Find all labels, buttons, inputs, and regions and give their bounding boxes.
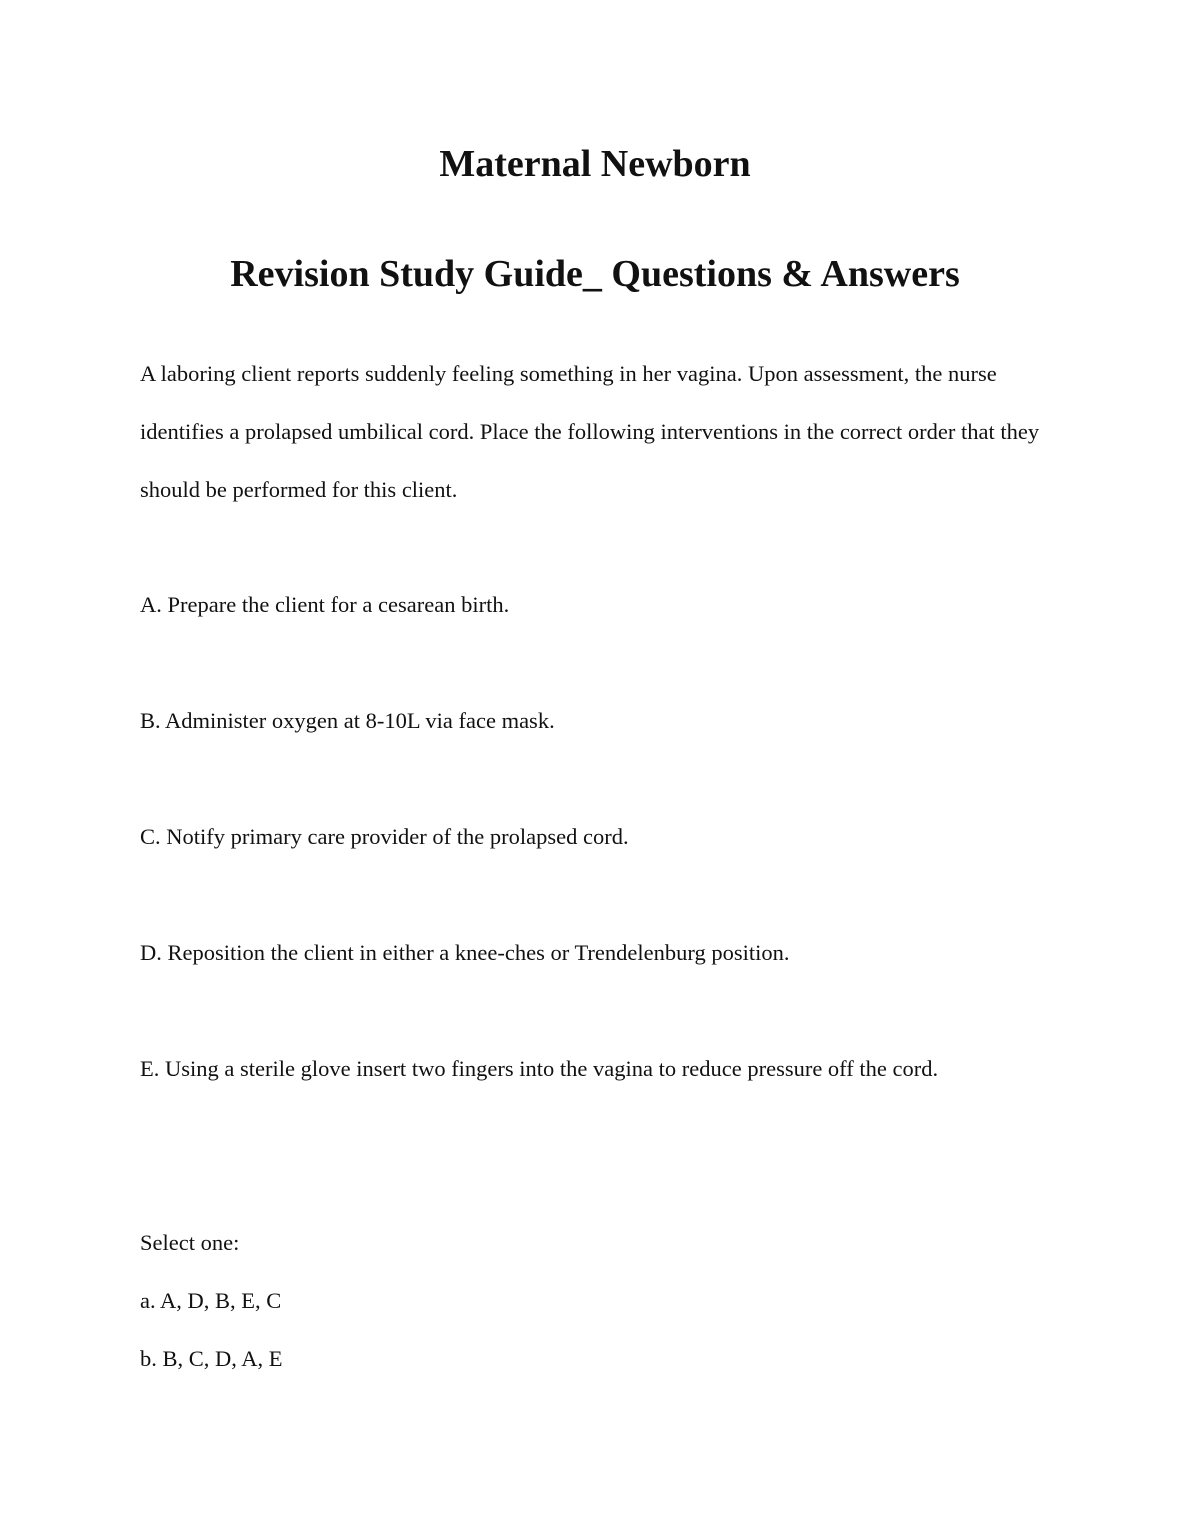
intervention-c: C. Notify primary care provider of the prolapsed cord. [140,824,629,849]
answer-choice-b: b. B, C, D, A, E [140,1346,283,1371]
document-title: Maternal Newborn [439,143,751,185]
document-subtitle: Revision Study Guide_ Questions & Answers [230,253,960,295]
intervention-a: A. Prepare the client for a cesarean birth. [140,592,510,617]
select-prompt: Select one: [140,1230,240,1255]
intervention-b: B. Administer oxygen at 8-10L via face mask. [140,708,555,733]
question-text: A laboring client reports suddenly feeling something in her vagina. Upon assessment, the nurse identifies a prolapsed umbilical cord. Place the following interventions in the correct order that they should be performed for this client. [140,361,1040,502]
intervention-d: D. Reposition the client in either a knee-ches or Trendelenburg position. [140,940,790,965]
intervention-e: E. Using a sterile glove insert two fingers into the vagina to reduce pressure off the cord. [140,1056,939,1081]
answer-choice-a: a. A, D, B, E, C [140,1288,282,1313]
